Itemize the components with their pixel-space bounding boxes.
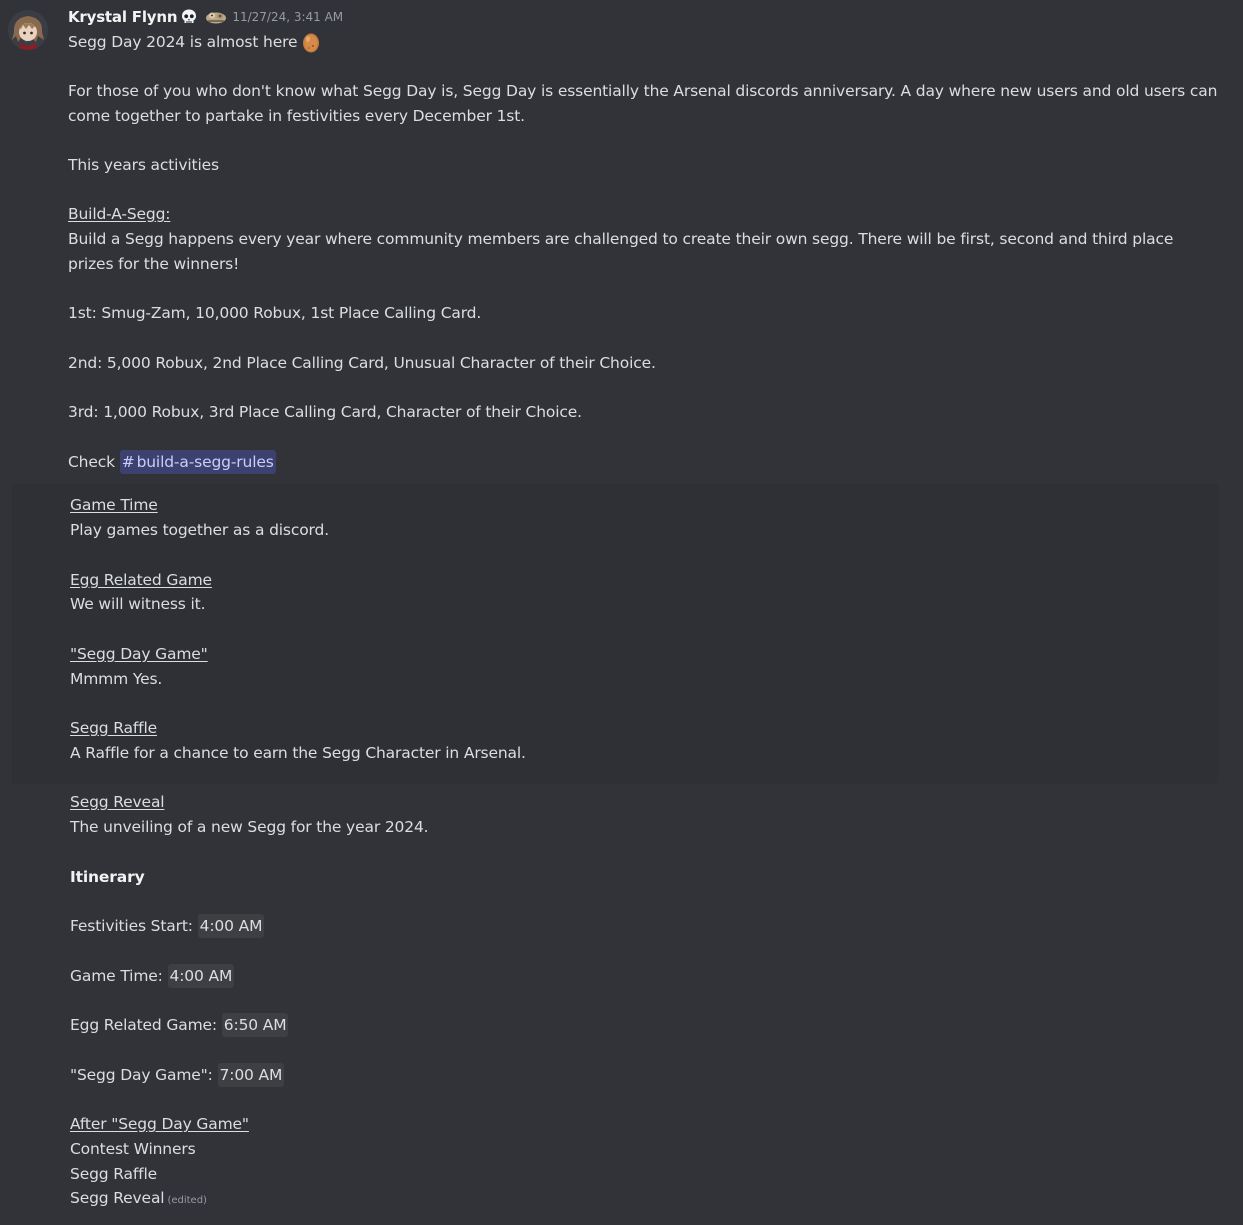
build-a-segg-heading: Build-A-Segg: <box>68 205 171 223</box>
intro-paragraph: For those of you who don't know what Segg Day is, Segg Day is essentially the Arsenal discords anniversary. A day where new users and old users can come together to partake in festivities every December 1st. <box>68 82 1218 125</box>
skull-icon <box>180 8 198 26</box>
message-header <box>68 6 343 28</box>
itinerary-item-segg-day-game <box>70 1063 284 1088</box>
channel-hash-icon: # <box>121 453 135 471</box>
egg-icon <box>301 31 321 53</box>
after-segg-day-game-heading: After "Segg Day Game" <box>70 1115 249 1133</box>
section-heading-segg-raffle: Segg Raffle <box>70 719 158 737</box>
section-heading-egg-related-game: Egg Related Game <box>70 571 212 589</box>
itinerary-heading: Itinerary <box>70 868 145 886</box>
section-heading-segg-reveal: Segg Reveal <box>70 793 165 811</box>
itinerary-item-egg-related-game <box>70 1013 288 1038</box>
itinerary-label: "Segg Day Game": <box>70 1066 213 1084</box>
timestamp-chip[interactable]: 4:00 AM <box>168 964 235 988</box>
after-item-segg-raffle: Segg Raffle <box>70 1165 158 1183</box>
avatar[interactable] <box>8 10 48 50</box>
activities-heading: This years activities <box>68 156 219 174</box>
itinerary-label: Egg Related Game: <box>70 1016 218 1034</box>
itinerary-label: Festivities Start: <box>70 917 193 935</box>
title-text: Segg Day 2024 is almost here <box>68 33 298 51</box>
itinerary-item-festivities-start <box>70 914 264 939</box>
channel-mention[interactable] <box>120 450 276 474</box>
after-item-contest-winners: Contest Winners <box>70 1140 196 1158</box>
section-desc-game-time: Play games together as a discord. <box>70 521 329 539</box>
timestamp-chip[interactable]: 6:50 AM <box>222 1013 289 1037</box>
timestamp-chip[interactable]: 7:00 AM <box>218 1063 285 1087</box>
itinerary-item-game-time <box>70 964 234 989</box>
prize-second: 2nd: 5,000 Robux, 2nd Place Calling Card, Unusual Character of their Choice. <box>68 354 656 372</box>
after-item-segg-reveal: Segg Reveal <box>70 1189 165 1207</box>
section-desc-segg-raffle: A Raffle for a chance to earn the Segg Character in Arsenal. <box>70 744 526 762</box>
channel-mention-label: build-a-segg-rules <box>136 453 274 471</box>
section-desc-egg-related-game: We will witness it. <box>70 595 206 613</box>
server-tag-icon[interactable] <box>204 9 228 25</box>
itinerary-label: Game Time: <box>70 967 163 985</box>
message-line-title <box>68 30 321 55</box>
prize-third: 3rd: 1,000 Robux, 3rd Place Calling Card, Character of their Choice. <box>68 403 582 421</box>
timestamp-chip[interactable]: 4:00 AM <box>198 914 265 938</box>
check-label: Check <box>68 453 115 471</box>
message-timestamp[interactable]: 11/27/24, 3:41 AM <box>232 10 344 24</box>
edited-label: (edited) <box>167 1195 207 1206</box>
prize-first: 1st: Smug-Zam, 10,000 Robux, 1st Place Calling Card. <box>68 304 482 322</box>
section-heading-game-time: Game Time <box>70 496 158 514</box>
check-rules-line <box>68 450 276 475</box>
username[interactable]: Krystal Flynn <box>68 8 178 26</box>
after-item-segg-reveal-line <box>70 1186 207 1214</box>
section-desc-segg-day-game: Mmmm Yes. <box>70 670 163 688</box>
section-heading-segg-day-game: "Segg Day Game" <box>70 645 208 663</box>
section-desc-segg-reveal: The unveiling of a new Segg for the year 2024. <box>70 818 429 836</box>
build-a-segg-description: Build a Segg happens every year where community members are challenged to create their own segg. There will be first, second and third place prizes for the winners! <box>68 230 1174 273</box>
